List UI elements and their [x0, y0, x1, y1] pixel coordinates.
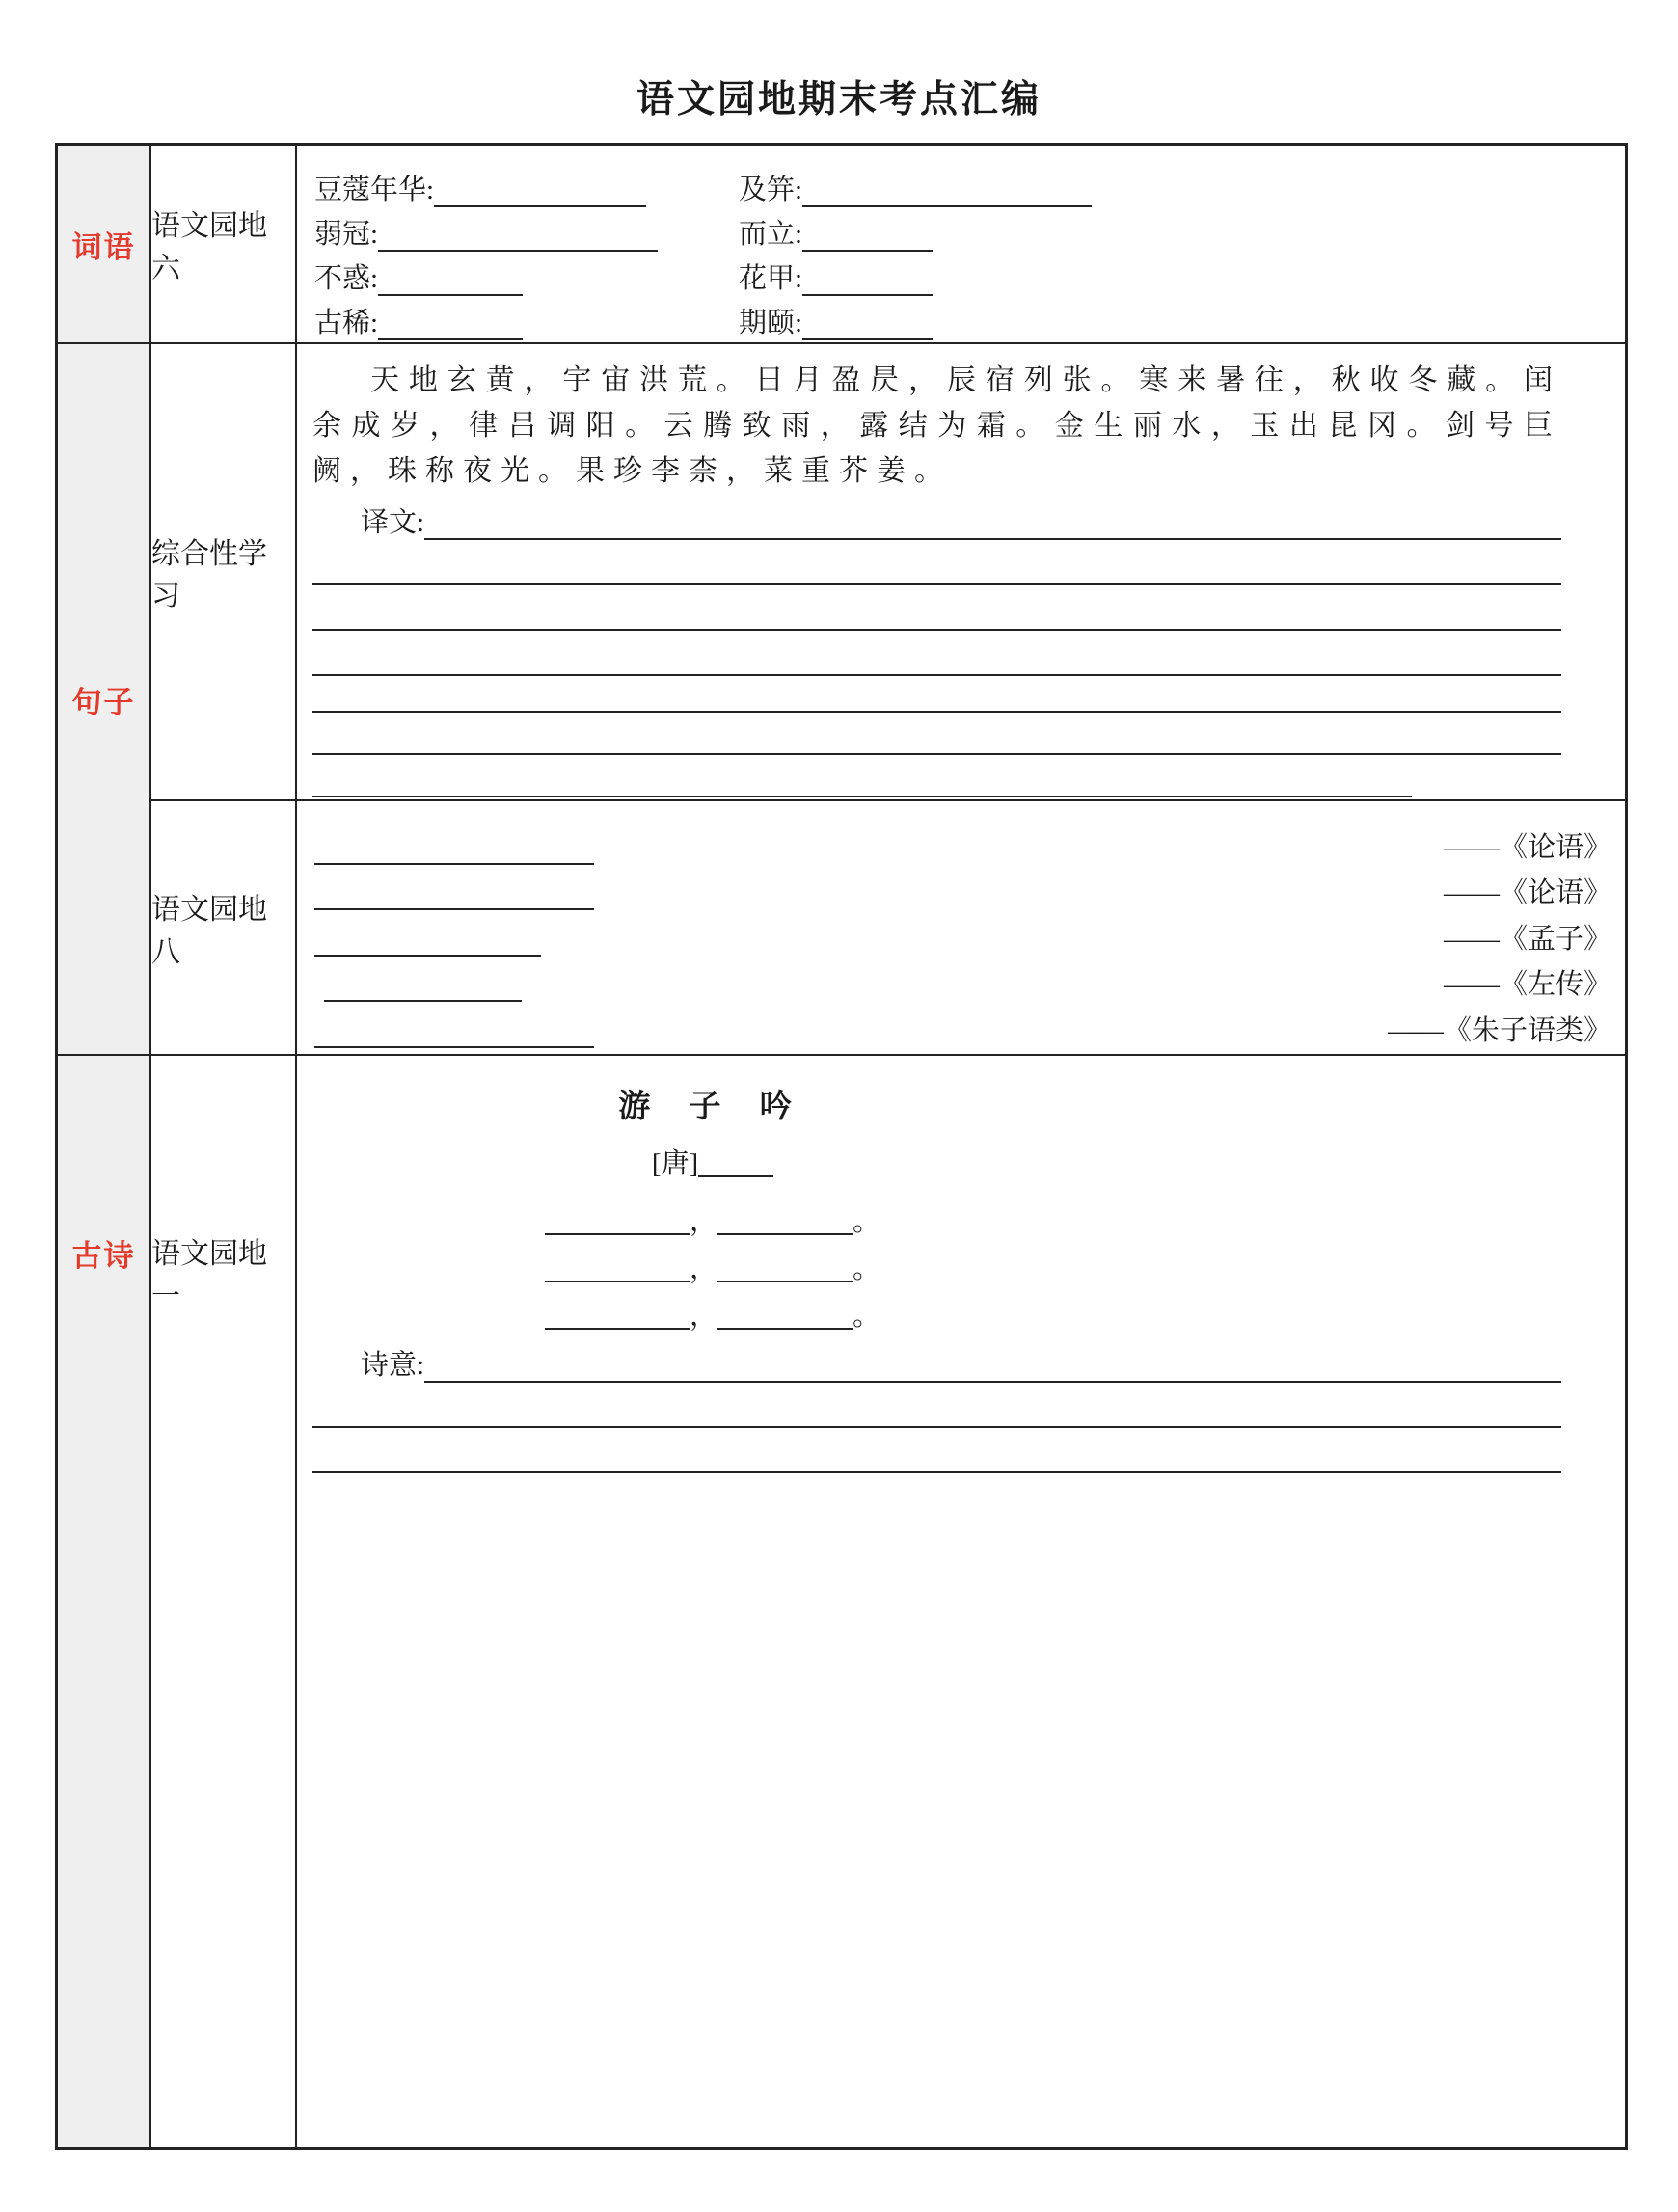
fill-in-blank — [717, 1256, 853, 1282]
fill-in-blank — [717, 1304, 853, 1330]
answer-line — [312, 796, 1412, 797]
fill-in-blank — [545, 1209, 690, 1235]
poem-verse-line — [312, 1200, 1113, 1237]
category-poem-label: 古诗 — [71, 1239, 136, 1273]
fill-in-blank — [314, 1022, 594, 1048]
fill-in-blank — [802, 181, 1092, 207]
unit-garden1-label: 语文园地一 — [151, 1238, 267, 1312]
answer-line — [312, 674, 1561, 676]
quote-line — [314, 871, 1611, 917]
fill-in-blank — [802, 270, 933, 296]
words-content — [297, 146, 1625, 344]
quote-source: ——《论语》 — [1443, 877, 1611, 909]
quote-line — [314, 916, 1611, 962]
answer-line — [312, 1426, 1561, 1428]
poem-verse-line — [312, 1294, 1113, 1332]
answer-line — [312, 753, 1561, 755]
category-cell-words — [58, 146, 151, 344]
quote-source: ——《孟子》 — [1443, 923, 1611, 955]
unit-cell-comprehensive — [151, 344, 297, 801]
word-term-label: 不惑: — [314, 263, 379, 294]
verse-period: 。 — [853, 1254, 881, 1284]
category-words-label: 词语 — [71, 229, 136, 264]
fill-in-blank — [424, 514, 1561, 540]
verse-comma: ， — [689, 1301, 717, 1332]
word-term-label: 期颐: — [739, 308, 803, 338]
answer-line — [312, 629, 1561, 631]
verse-period: 。 — [853, 1206, 881, 1237]
word-line — [314, 163, 1606, 207]
translation-label: 译文: — [361, 507, 425, 538]
fill-in-blank — [314, 885, 594, 911]
word-term-label: 豆蔻年华: — [314, 175, 435, 205]
fill-in-blank — [545, 1304, 690, 1330]
word-line — [314, 296, 1606, 340]
poem-content — [297, 1056, 1625, 2147]
answer-line — [312, 1471, 1561, 1473]
quote-source: ——《左传》 — [1443, 969, 1611, 1001]
unit-comprehensive-label: 综合性学习 — [151, 538, 267, 612]
fill-in-blank — [324, 977, 522, 1003]
unit-cell-garden8 — [151, 801, 297, 1056]
passage-text: 天地玄黄，宇宙洪荒。日月盈昃，辰宿列张。寒来暑往，秋收冬藏。闰余成岁，律吕调阳。云腾致雨，露结为霜。金生丽水，玉出昆冈。剑号巨阙，珠称夜光。果珍李柰，菜重芥姜。 — [312, 364, 1561, 487]
word-term-label: 弱冠: — [314, 219, 379, 250]
poem-verse-line — [312, 1247, 1113, 1284]
fill-in-blank — [378, 226, 658, 252]
unit-garden6-label: 语文园地六 — [151, 210, 267, 284]
verse-comma: ， — [689, 1254, 717, 1284]
verse-comma: ， — [689, 1206, 717, 1237]
word-term-label: 古稀: — [314, 308, 379, 338]
poem-dynasty-line — [312, 1142, 1113, 1181]
fill-in-blank — [378, 270, 523, 296]
fill-in-blank — [314, 931, 541, 957]
fill-in-blank — [378, 314, 523, 340]
word-line — [314, 252, 1606, 296]
unit-cell-garden1 — [151, 1056, 297, 2147]
fill-in-blank — [802, 314, 933, 340]
quote-line — [314, 824, 1611, 871]
garden8-content — [297, 801, 1625, 1056]
quote-source: ——《论语》 — [1443, 831, 1611, 863]
quote-line — [314, 1008, 1611, 1054]
fill-in-blank — [424, 1357, 1561, 1383]
unit-garden8-label: 语文园地八 — [151, 894, 267, 968]
quote-source: ——《朱子语类》 — [1387, 1014, 1611, 1046]
answer-line — [312, 583, 1561, 585]
exam-table — [55, 143, 1628, 2150]
fill-in-blank — [717, 1209, 853, 1235]
fill-in-blank — [434, 181, 646, 207]
category-cell-sentences — [58, 344, 151, 1056]
fill-in-blank — [802, 226, 933, 252]
page-title: 语文园地期末考点汇编 — [636, 79, 1042, 121]
word-term-label: 而立: — [739, 219, 803, 250]
poem-block — [312, 1081, 1113, 1332]
poem-title: 游 子 吟 — [618, 1090, 807, 1124]
meaning-line — [361, 1344, 1561, 1383]
word-term-label: 及笄: — [739, 175, 803, 205]
fill-in-blank — [698, 1151, 773, 1177]
fill-in-blank — [314, 839, 594, 865]
answer-line — [312, 711, 1561, 713]
category-sentences-label: 句子 — [71, 685, 136, 719]
fill-in-blank — [545, 1256, 690, 1282]
category-cell-poem — [58, 1056, 151, 2147]
word-line — [314, 207, 1606, 252]
quote-line — [314, 962, 1611, 1009]
word-term-label: 花甲: — [739, 263, 803, 294]
unit-cell-garden6 — [151, 146, 297, 344]
comprehensive-content — [297, 344, 1625, 801]
dynasty-label: [唐] — [651, 1148, 699, 1179]
verse-period: 。 — [853, 1301, 881, 1332]
translation-line — [361, 501, 1561, 540]
meaning-label: 诗意: — [361, 1350, 425, 1381]
